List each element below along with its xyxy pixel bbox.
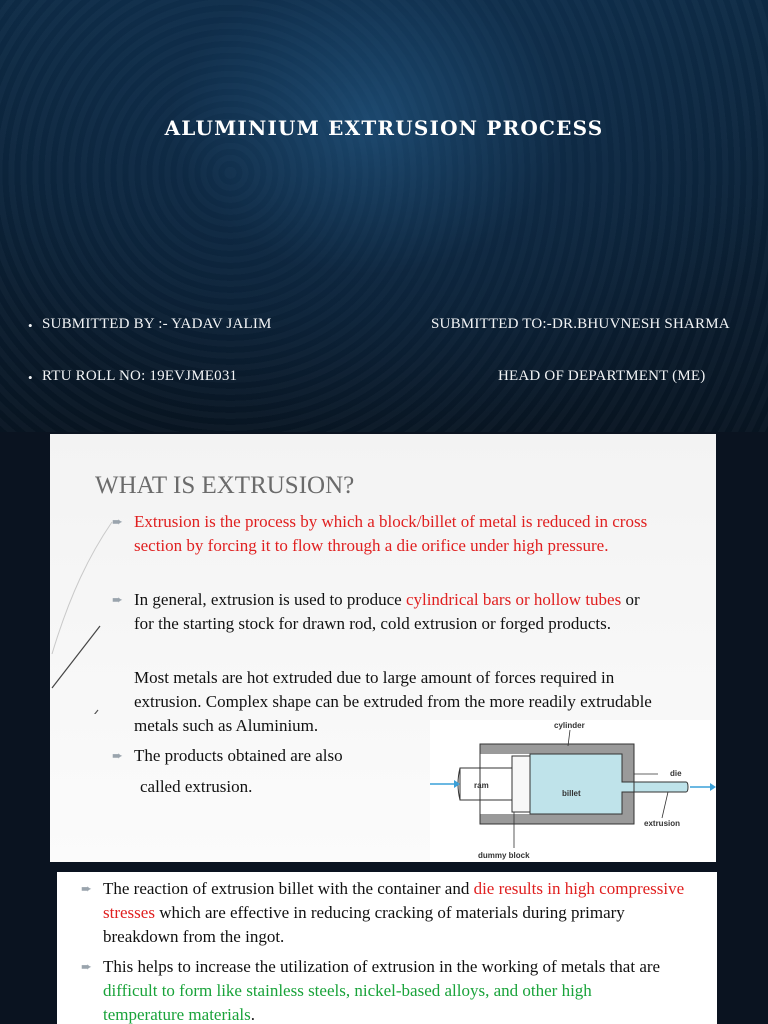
usage-paragraph [134, 588, 654, 636]
container-bottom-wall [480, 814, 630, 824]
die-lower [622, 792, 634, 824]
compressive-stress-slide [57, 872, 717, 1024]
arrow-bullet-icon: ➨ [112, 514, 123, 529]
arrow-bullet-icon: ➨ [81, 881, 92, 896]
label-die: die [670, 769, 682, 778]
presentation-title: ALUMINIUM EXTRUSION PROCESS [164, 116, 604, 140]
die-upper [622, 744, 634, 782]
usage-text: In general, extrusion is used to produce [134, 590, 406, 609]
designation: HEAD OF DEPARTMENT (ME) [498, 368, 706, 384]
label-ram: ram [474, 781, 489, 790]
billet-shape [530, 754, 688, 814]
utilization-text-end: . [250, 1005, 255, 1024]
products-line-1: The products obtained are also [134, 746, 343, 765]
arrow-bullet-icon: ➨ [112, 592, 123, 607]
reaction-highlight: die results in high compressive stresses [103, 879, 685, 922]
label-extrusion: extrusion [644, 819, 681, 828]
reaction-paragraph [103, 877, 693, 949]
label-billet: billet [562, 789, 581, 798]
extrusion-diagram [430, 720, 716, 862]
utilization-text: This helps to increase the utilization of extrusion in the working of metals that are [103, 957, 661, 976]
submitted-by: SUBMITTED BY :- YADAV JALIM [42, 316, 272, 332]
arrow-bullet-icon: ➨ [81, 959, 92, 974]
dummy-block [512, 756, 530, 812]
slide-heading: WHAT IS EXTRUSION? [95, 472, 355, 499]
container-top-wall [480, 744, 630, 754]
label-dummy-block: dummy block [478, 851, 530, 860]
title-slide [0, 0, 768, 432]
arrow-bullet-icon: ➨ [112, 748, 123, 763]
bullet-dot: • [28, 370, 33, 385]
definition-paragraph: Extrusion is the process by which a block/billet of metal is reduced in cross section by forcing it to flow through a die orifice under high pressure. [134, 512, 648, 555]
reaction-text: The reaction of extrusion billet with the container and [103, 879, 474, 898]
hot-extrusion-paragraph: Most metals are hot extruded due to large amount of forces required in extrusion. Complex shape can be extruded from the more readily extrudable metals such as Aluminium. [134, 668, 652, 735]
what-is-extrusion-slide [50, 434, 716, 862]
reaction-text-end: which are effective in reducing cracking of materials during primary breakdown from the ingot. [103, 903, 625, 946]
products-line-2: called extrusion. [140, 777, 253, 796]
utilization-paragraph [103, 955, 673, 1024]
utilization-highlight: difficult to form like stainless steels, nickel-based alloys, and other high temperature materials [103, 981, 592, 1024]
usage-text-end: or for the starting stock for drawn rod, cold extrusion or forged products. [134, 590, 640, 633]
submitted-to: SUBMITTED TO:-DR.BHUVNESH SHARMA [431, 316, 730, 332]
decorative-line [50, 624, 110, 704]
usage-highlight: cylindrical bars or hollow tubes [405, 590, 622, 609]
bullet-dot: • [28, 318, 33, 333]
label-cylinder: cylinder [554, 721, 585, 730]
roll-number: RTU ROLL NO: 19EVJME031 [42, 368, 238, 384]
